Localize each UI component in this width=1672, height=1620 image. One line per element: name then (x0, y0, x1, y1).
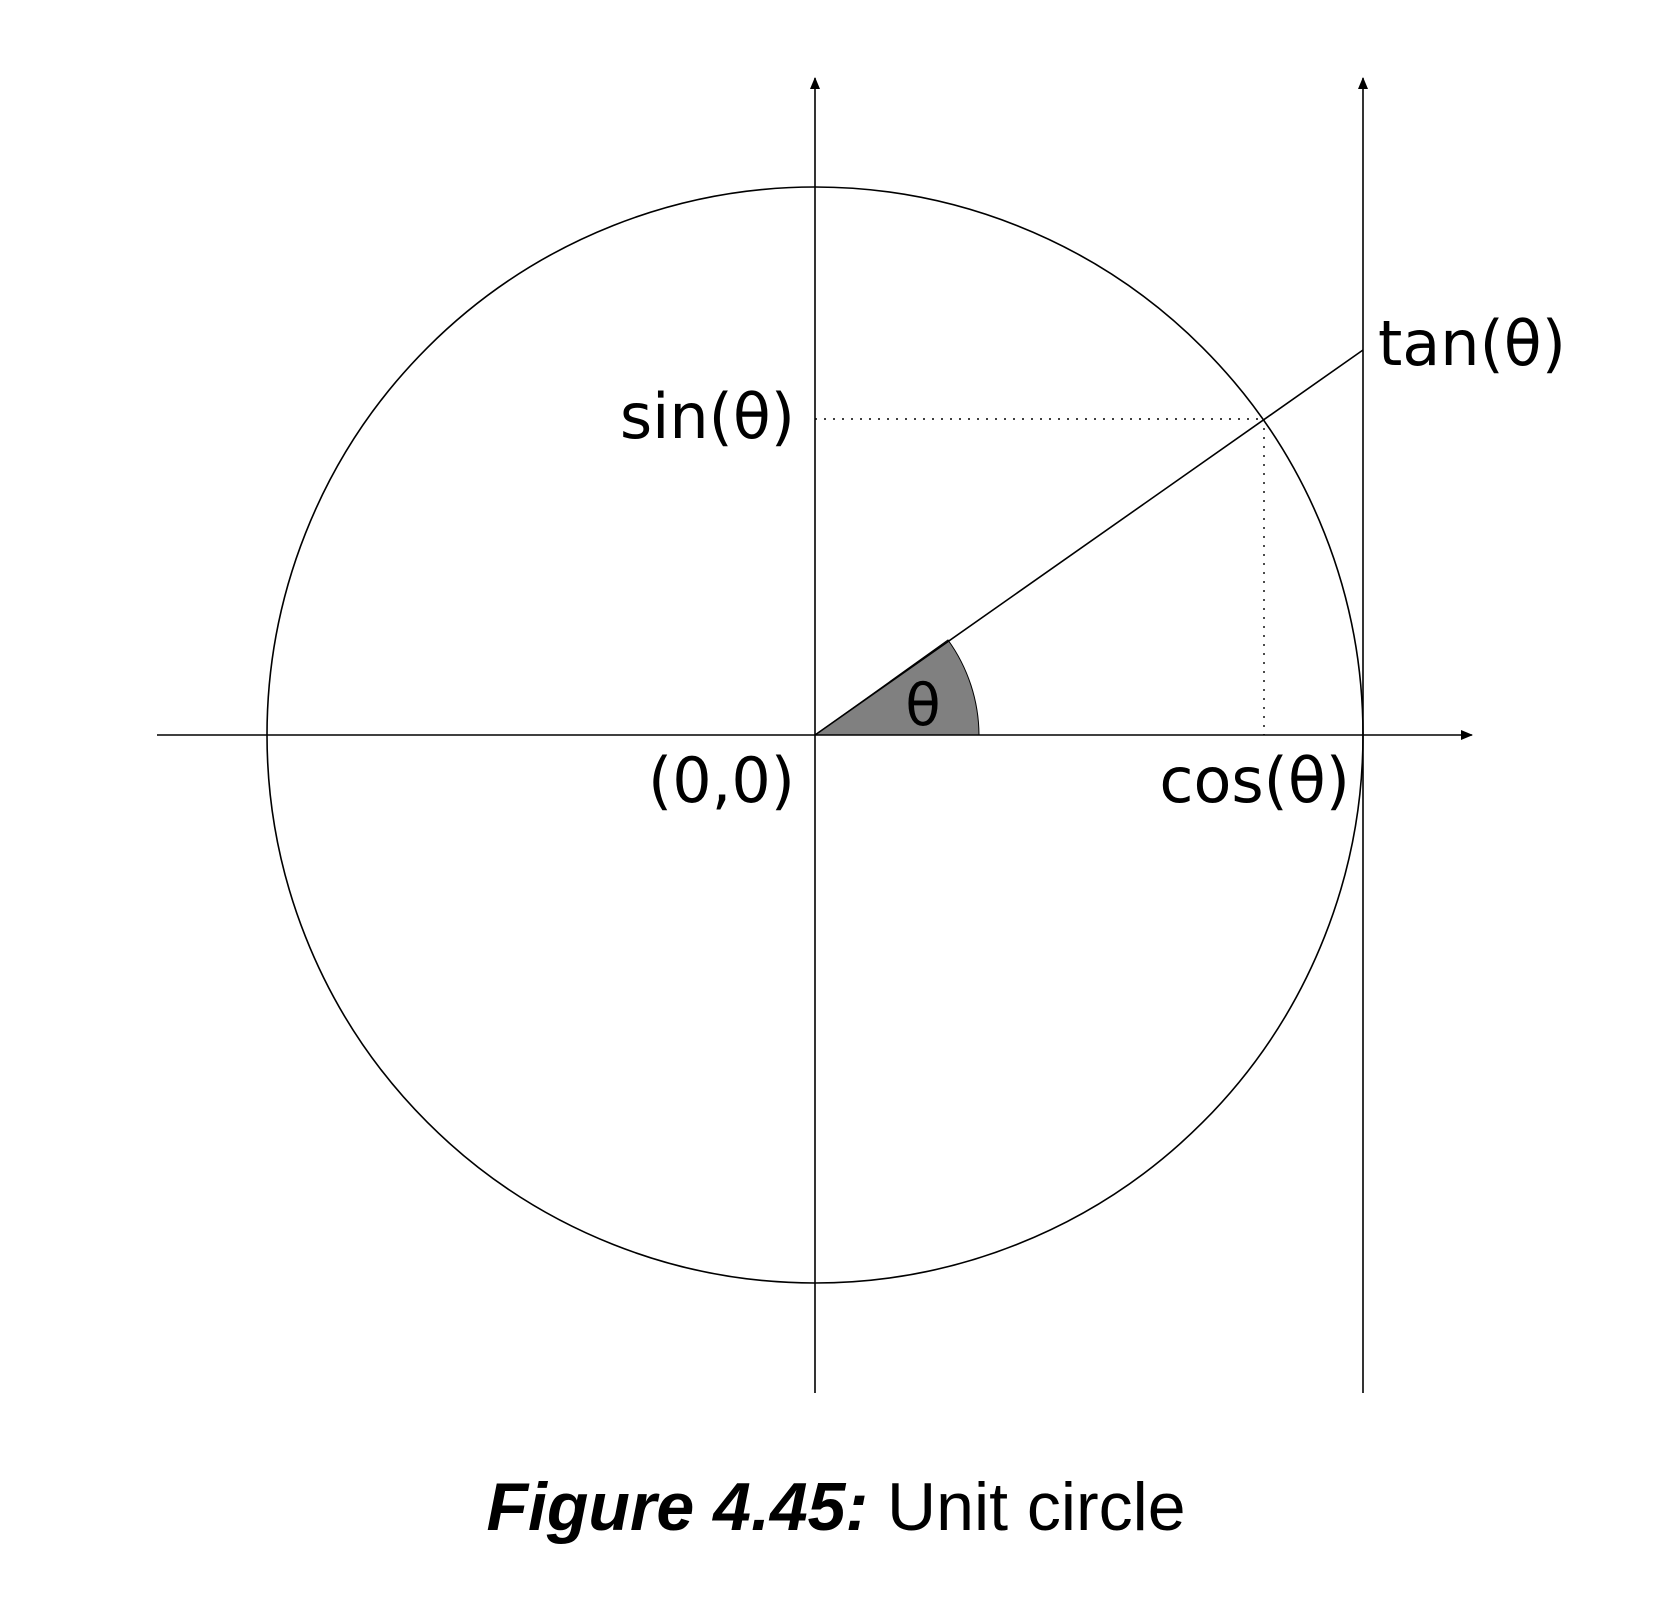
angle-ray (815, 350, 1363, 735)
caption-text: Unit circle (887, 1469, 1186, 1545)
theta-label: θ (905, 671, 941, 739)
sin-label: sin(θ) (619, 380, 795, 453)
angle-wedge (815, 640, 979, 735)
figure-number: Figure 4.45: (486, 1469, 869, 1545)
figure-caption (0, 1468, 1672, 1546)
tan-label: tan(θ) (1378, 307, 1566, 380)
cos-label: cos(θ) (1159, 744, 1350, 817)
origin-label: (0,0) (648, 744, 795, 817)
